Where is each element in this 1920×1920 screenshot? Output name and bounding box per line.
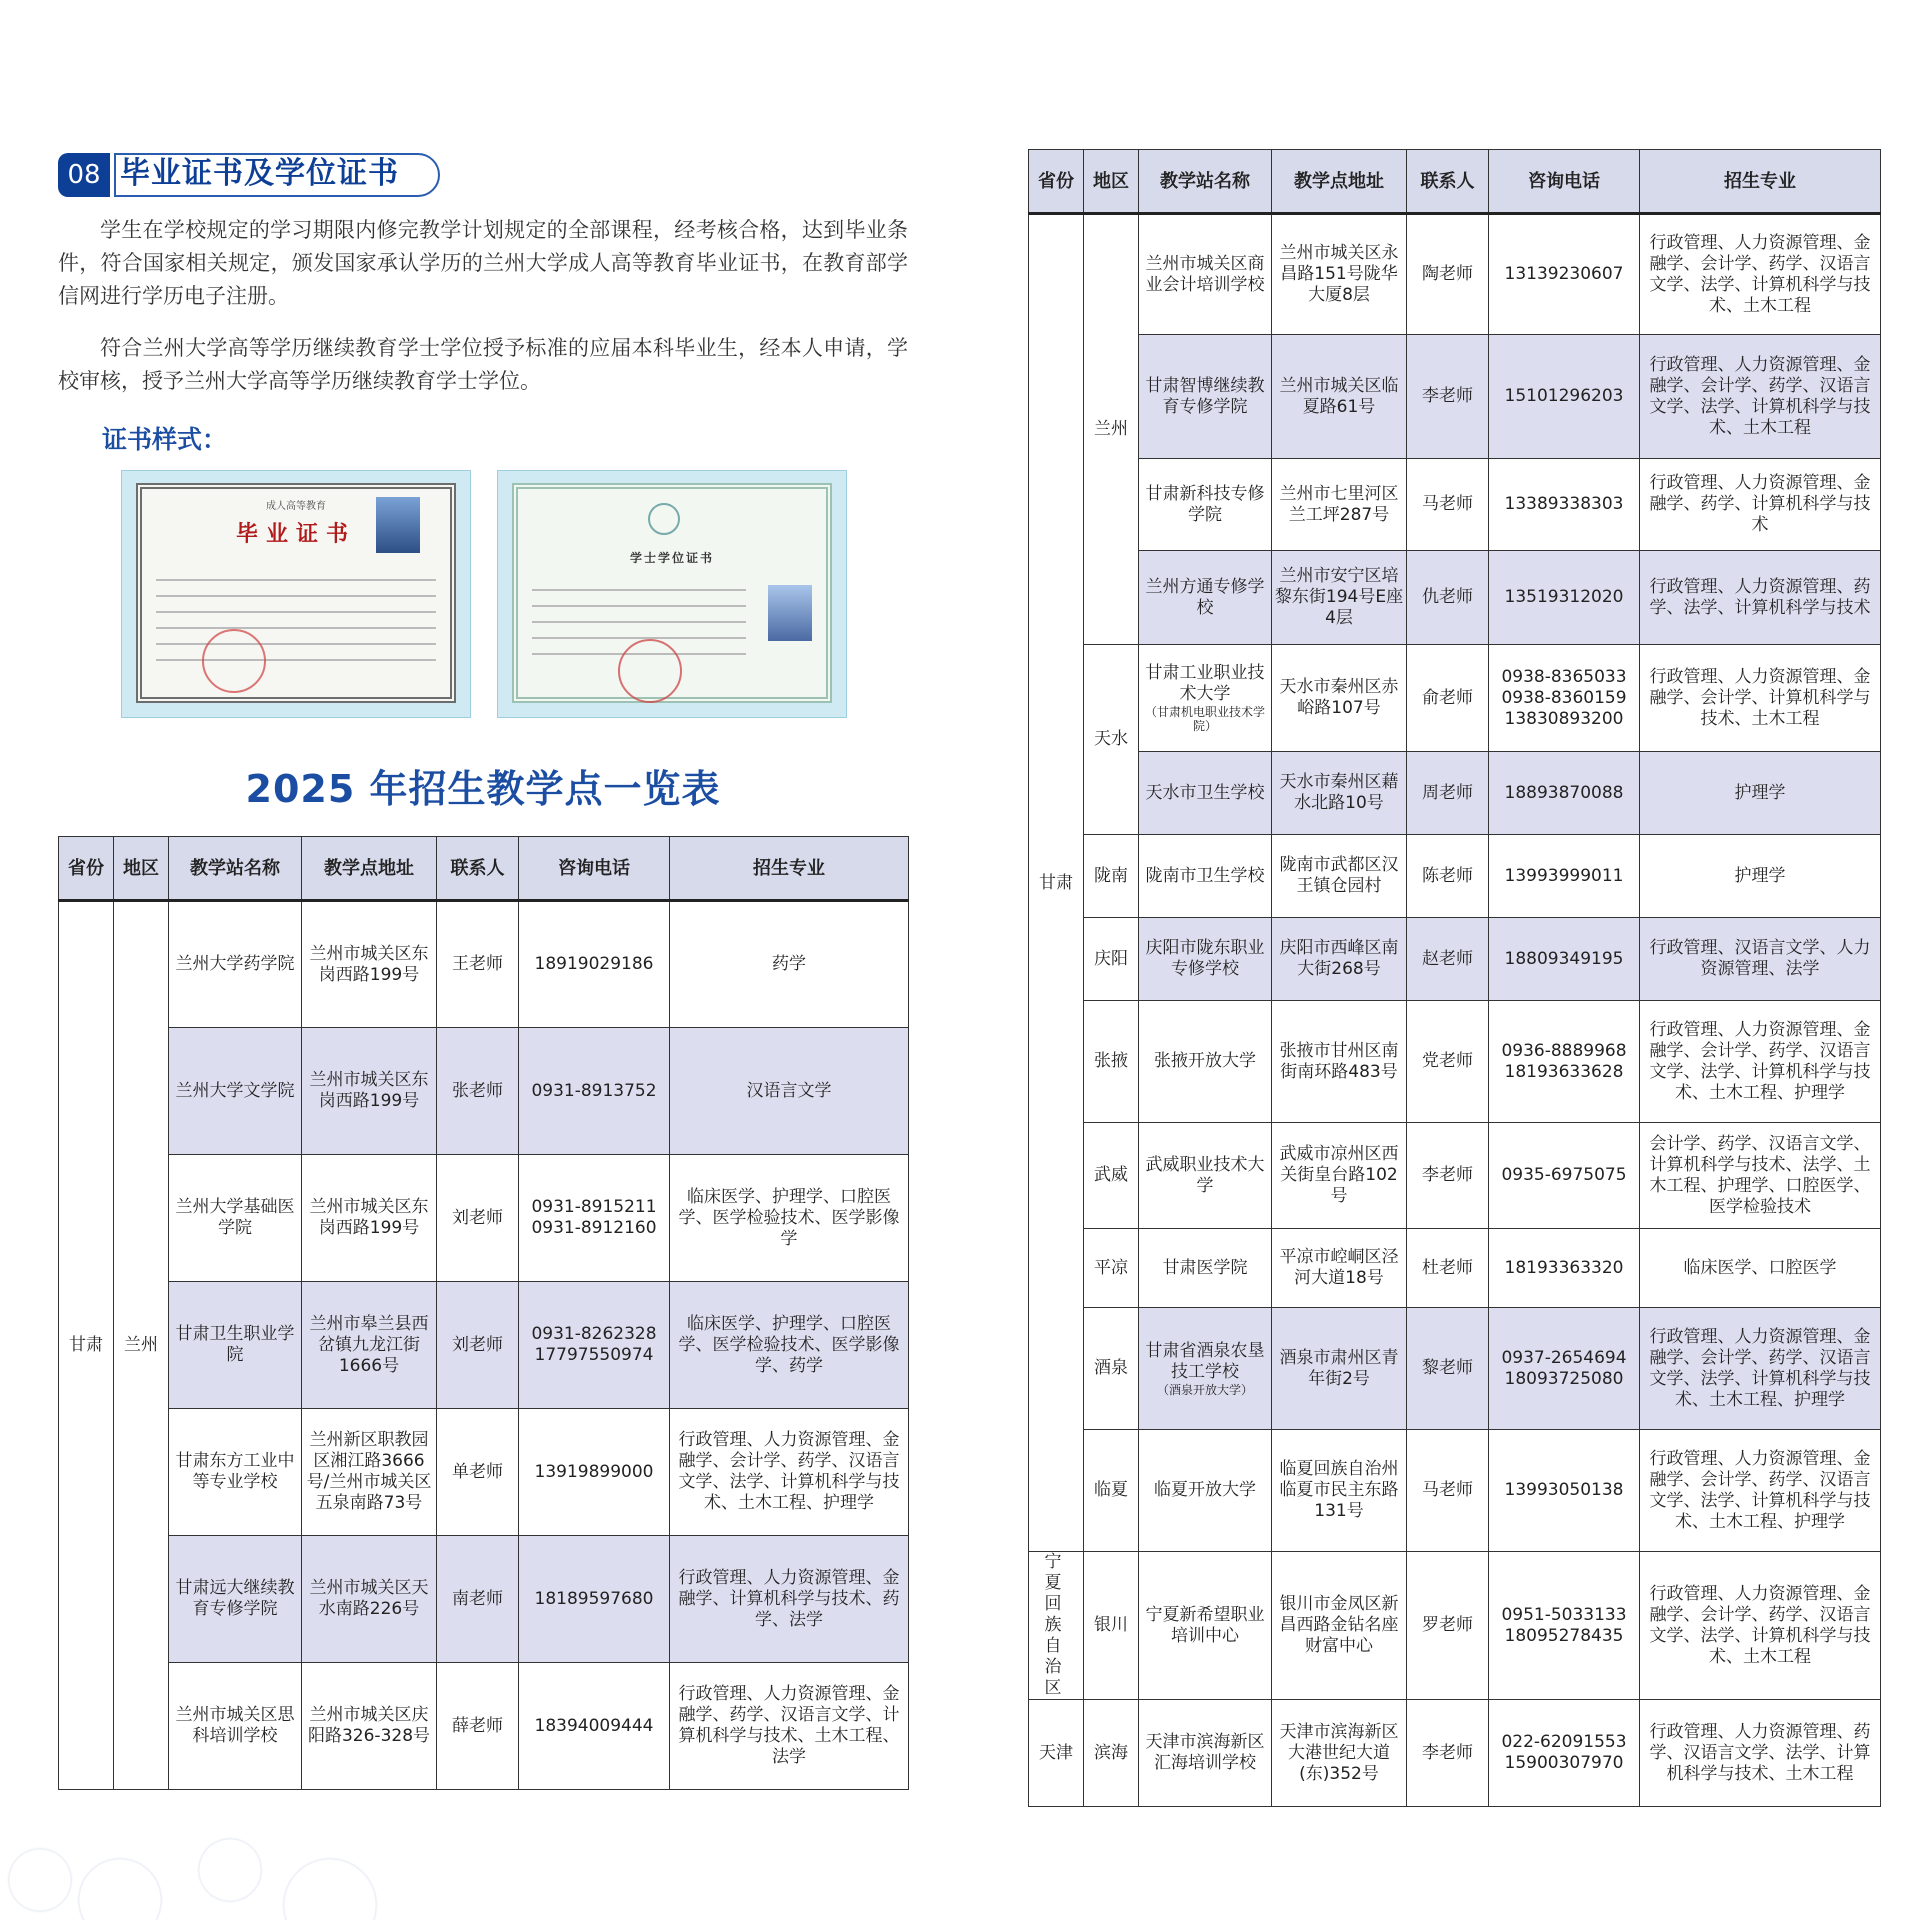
region-cell-binhai: 滨海 [1084,1700,1139,1807]
address-cell: 武威市凉州区西关街皇台路102号 [1272,1123,1407,1229]
region-cell-jiuquan: 酒泉 [1084,1308,1139,1430]
header-phone: 咨询电话 [519,837,670,901]
region-cell-linxia: 临夏 [1084,1430,1139,1552]
header-majors: 招生专业 [670,837,909,901]
station-cell [1139,645,1272,752]
address-cell: 张掖市甘州区南街南环路483号 [1272,1001,1407,1123]
cert1-header: 成人高等教育 [266,501,326,512]
station-cell: 临夏开放大学 [1139,1430,1272,1552]
phone-cell: 0931-8915211 0931-8912160 [519,1155,670,1282]
cert1-title: 毕业证书 [235,522,356,547]
address-cell: 天水市秦州区赤峪路107号 [1272,645,1407,752]
contact-cell: 王老师 [437,901,519,1028]
station-cell: 甘肃卫生职业学院 [169,1282,302,1409]
province-cell-tianjin: 天津 [1029,1700,1084,1807]
cert2-photo [768,585,812,641]
address-cell: 兰州市城关区天水南路226号 [302,1536,437,1663]
majors-cell: 行政管理、人力资源管理、金融学、会计学、药学、汉语言文学、法学、计算机科学与技术、土木工程、护理学 [1640,1430,1881,1552]
phone-cell: 18189597680 [519,1536,670,1663]
province-cell-gansu: 甘肃 [1029,214,1084,1552]
region-cell-yinchuan: 银川 [1084,1552,1139,1700]
majors-cell: 行政管理、汉语言文学、人力资源管理、法学 [1640,918,1881,1001]
section-header [58,153,442,197]
majors-cell: 临床医学、护理学、口腔医学、医学检验技术、医学影像学、药学 [670,1282,909,1409]
contact-cell: 杜老师 [1407,1229,1489,1308]
phone-cell: 0931-8913752 [519,1028,670,1155]
cert1-photo [376,497,420,553]
header-phone: 咨询电话 [1489,150,1640,214]
contact-cell: 薛老师 [437,1663,519,1790]
address-cell: 兰州市城关区东岗西路199号 [302,1155,437,1282]
cert2-seal [618,639,682,703]
station-cell: 甘肃新科技专修学院 [1139,459,1272,551]
province-cell-ningxia: 宁夏回族自治区 [1029,1552,1084,1700]
region-cell-tianshui: 天水 [1084,645,1139,835]
station-cell: 兰州大学基础医学院 [169,1155,302,1282]
paragraph-degree: 符合兰州大学高等学历继续教育学士学位授予标准的应届本科毕业生，经本人申请，学校审核，授予兰州大学高等学历继续教育学士学位。 [58,336,908,393]
contact-cell: 周老师 [1407,752,1489,835]
station-cell: 天津市滨海新区汇海培训学校 [1139,1700,1272,1807]
address-cell: 兰州市城关区东岗西路199号 [302,901,437,1028]
contact-cell: 李老师 [1407,1123,1489,1229]
phone-cell: 18919029186 [519,901,670,1028]
header-province: 省份 [1029,150,1084,214]
header-region: 地区 [1084,150,1139,214]
address-cell: 兰州市城关区临夏路61号 [1272,335,1407,459]
cert1-text-lines [156,579,436,675]
phone-cell: 13519312020 [1489,551,1640,645]
majors-cell: 汉语言文学 [670,1028,909,1155]
paragraph-graduation: 学生在学校规定的学习期限内修完教学计划规定的全部课程，经考核合格，达到毕业条件，符合国家相关规定，颁发国家承认学历的兰州大学成人高等教育毕业证书，在教育部学信网进行学历电子注册。 [58,218,908,308]
cert-sample-label: 证书样式： [102,425,228,454]
address-cell: 天水市秦州区藉水北路10号 [1272,752,1407,835]
station-cell: 甘肃远大继续教育专修学院 [169,1536,302,1663]
phone-cell: 13993999011 [1489,835,1640,918]
table-title: 2025 年招生教学点一览表 [245,767,721,811]
majors-cell: 行政管理、人力资源管理、金融学、会计学、药学、汉语言文学、法学、计算机科学与技术、土木工程 [1640,214,1881,335]
header-address: 教学点地址 [302,837,437,901]
header-region: 地区 [114,837,169,901]
background-wave-pattern [0,1770,930,1920]
region-cell-pingliang: 平凉 [1084,1229,1139,1308]
phone-cell: 18193363320 [1489,1229,1640,1308]
majors-cell: 行政管理、人力资源管理、金融学、会计学、药学、汉语言文学、法学、计算机科学与技术、土木工程、护理学 [670,1409,909,1536]
phone-cell: 0936-8889968 18193633628 [1489,1001,1640,1123]
contact-cell: 南老师 [437,1536,519,1663]
majors-cell: 行政管理、人力资源管理、金融学、会计学、药学、汉语言文学、法学、计算机科学与技术、土木工程、护理学 [1640,1001,1881,1123]
phone-cell: 18893870088 [1489,752,1640,835]
majors-cell: 临床医学、护理学、口腔医学、医学检验技术、医学影像学 [670,1155,909,1282]
station-cell: 天水市卫生学校 [1139,752,1272,835]
station-cell: 兰州大学药学院 [169,901,302,1028]
majors-cell: 护理学 [1640,835,1881,918]
contact-cell: 张老师 [437,1028,519,1155]
phone-cell: 15101296203 [1489,335,1640,459]
contact-cell: 马老师 [1407,459,1489,551]
majors-cell: 药学 [670,901,909,1028]
contact-cell: 陶老师 [1407,214,1489,335]
address-cell: 平凉市崆峒区泾河大道18号 [1272,1229,1407,1308]
province-cell: 甘肃 [59,901,114,1790]
phone-cell: 13993050138 [1489,1430,1640,1552]
station-cell: 甘肃医学院 [1139,1229,1272,1308]
majors-cell: 行政管理、人力资源管理、金融学、会计学、药学、汉语言文学、法学、计算机科学与技术、土木工程 [1640,335,1881,459]
station-cell: 甘肃智博继续教育专修学院 [1139,335,1272,459]
region-cell-zhangye: 张掖 [1084,1001,1139,1123]
phone-cell: 0931-8262328 17797550974 [519,1282,670,1409]
majors-cell: 行政管理、人力资源管理、金融学、药学、汉语言文学、计算机科学与技术、土木工程、法学 [670,1663,909,1790]
graduation-certificate-image [121,470,471,718]
header-station: 教学站名称 [169,837,302,901]
region-cell-qingyang: 庆阳 [1084,918,1139,1001]
address-cell: 兰州市安宁区培黎东街194号E座4层 [1272,551,1407,645]
station-note: （甘肃机电职业技术学院） [1144,705,1265,733]
contact-cell: 刘老师 [437,1155,519,1282]
cert2-title: 学士学位证书 [629,551,714,565]
phone-cell: 0937-2654694 18093725080 [1489,1308,1640,1430]
region-cell: 兰州 [114,901,169,1790]
address-cell: 银川市金凤区新昌西路金钻名座财富中心 [1272,1552,1407,1700]
station-cell: 陇南市卫生学校 [1139,835,1272,918]
contact-cell: 陈老师 [1407,835,1489,918]
station-cell: 兰州方通专修学校 [1139,551,1272,645]
cert2-emblem [648,503,680,535]
header-address: 教学点地址 [1272,150,1407,214]
region-cell-wuwei: 武威 [1084,1123,1139,1229]
majors-cell: 行政管理、人力资源管理、金融学、会计学、药学、汉语言文学、法学、计算机科学与技术、土木工程、护理学 [1640,1308,1881,1430]
contact-cell: 刘老师 [437,1282,519,1409]
phone-cell: 13919899000 [519,1409,670,1536]
majors-cell: 护理学 [1640,752,1881,835]
header-contact: 联系人 [1407,150,1489,214]
station-cell: 兰州市城关区思科培训学校 [169,1663,302,1790]
cert1-seal [202,629,266,693]
phone-cell: 18394009444 [519,1663,670,1790]
address-cell: 庆阳市西峰区南大街268号 [1272,918,1407,1001]
header-contact: 联系人 [437,837,519,901]
phone-cell: 0938-8365033 0938-8360159 13830893200 [1489,645,1640,752]
station-cell: 张掖开放大学 [1139,1001,1272,1123]
station-name: 甘肃省酒泉农垦技工学校 [1145,1340,1265,1382]
station-cell: 武威职业技术大学 [1139,1123,1272,1229]
majors-cell: 行政管理、人力资源管理、药学、法学、计算机科学与技术 [1640,551,1881,645]
address-cell: 陇南市武都区汉王镇仓园村 [1272,835,1407,918]
majors-cell: 行政管理、人力资源管理、药学、汉语言文学、法学、计算机科学与技术、土木工程 [1640,1700,1881,1807]
contact-cell: 黎老师 [1407,1308,1489,1430]
contact-cell: 单老师 [437,1409,519,1536]
address-cell: 兰州市城关区庆阳路326-328号 [302,1663,437,1790]
address-cell: 兰州市七里河区兰工坪287号 [1272,459,1407,551]
phone-cell: 18809349195 [1489,918,1640,1001]
address-cell: 兰州市城关区东岗西路199号 [302,1028,437,1155]
contact-cell: 赵老师 [1407,918,1489,1001]
station-cell: 兰州市城关区商业会计培训学校 [1139,214,1272,335]
contact-cell: 李老师 [1407,1700,1489,1807]
station-name: 甘肃工业职业技术大学 [1145,663,1265,704]
station-cell: 庆阳市陇东职业专修学校 [1139,918,1272,1001]
header-station: 教学站名称 [1139,150,1272,214]
address-cell: 酒泉市肃州区青年街2号 [1272,1308,1407,1430]
phone-cell: 022-62091553 15900307970 [1489,1700,1640,1807]
station-note: （酒泉开放大学） [1156,1382,1253,1397]
region-cell-lanzhou: 兰州 [1084,214,1139,645]
section-number: 08 [58,153,110,197]
majors-cell: 临床医学、口腔医学 [1640,1229,1881,1308]
enrollment-table-left [58,836,909,1790]
phone-cell: 13389338303 [1489,459,1640,551]
address-cell: 兰州市皋兰县西岔镇九龙江街1666号 [302,1282,437,1409]
majors-cell: 会计学、药学、汉语言文学、计算机科学与技术、法学、土木工程、护理学、口腔医学、医学检验技术 [1640,1123,1881,1229]
majors-cell: 行政管理、人力资源管理、金融学、会计学、药学、汉语言文学、法学、计算机科学与技术、土木工程 [1640,1552,1881,1700]
contact-cell: 李老师 [1407,335,1489,459]
phone-cell: 13139230607 [1489,214,1640,335]
majors-cell: 行政管理、人力资源管理、金融学、会计学、计算机科学与技术、土木工程 [1640,645,1881,752]
degree-certificate-image [497,470,847,718]
station-cell [1139,1308,1272,1430]
station-cell: 甘肃东方工业中等专业学校 [169,1409,302,1536]
station-cell: 兰州大学文学院 [169,1028,302,1155]
phone-cell: 0935-6975075 [1489,1123,1640,1229]
header-province: 省份 [59,837,114,901]
header-majors: 招生专业 [1640,150,1881,214]
address-cell: 天津市滨海新区大港世纪大道(东)352号 [1272,1700,1407,1807]
station-cell: 宁夏新希望职业培训中心 [1139,1552,1272,1700]
contact-cell: 党老师 [1407,1001,1489,1123]
address-cell: 兰州市城关区永昌路151号陇华大厦8层 [1272,214,1407,335]
majors-cell: 行政管理、人力资源管理、金融学、计算机科学与技术、药学、法学 [670,1536,909,1663]
contact-cell: 仇老师 [1407,551,1489,645]
majors-cell: 行政管理、人力资源管理、金融学、药学、计算机科学与技术 [1640,459,1881,551]
contact-cell: 马老师 [1407,1430,1489,1552]
contact-cell: 俞老师 [1407,645,1489,752]
address-cell: 临夏回族自治州临夏市民主东路131号 [1272,1430,1407,1552]
contact-cell: 罗老师 [1407,1552,1489,1700]
enrollment-table-right [1028,149,1881,1807]
address-cell: 兰州新区职教园区湘江路3666号/兰州市城关区五泉南路73号 [302,1409,437,1536]
region-cell-longnan: 陇南 [1084,835,1139,918]
phone-cell: 0951-5033133 18095278435 [1489,1552,1640,1700]
section-title: 毕业证书及学位证书 [120,156,399,191]
